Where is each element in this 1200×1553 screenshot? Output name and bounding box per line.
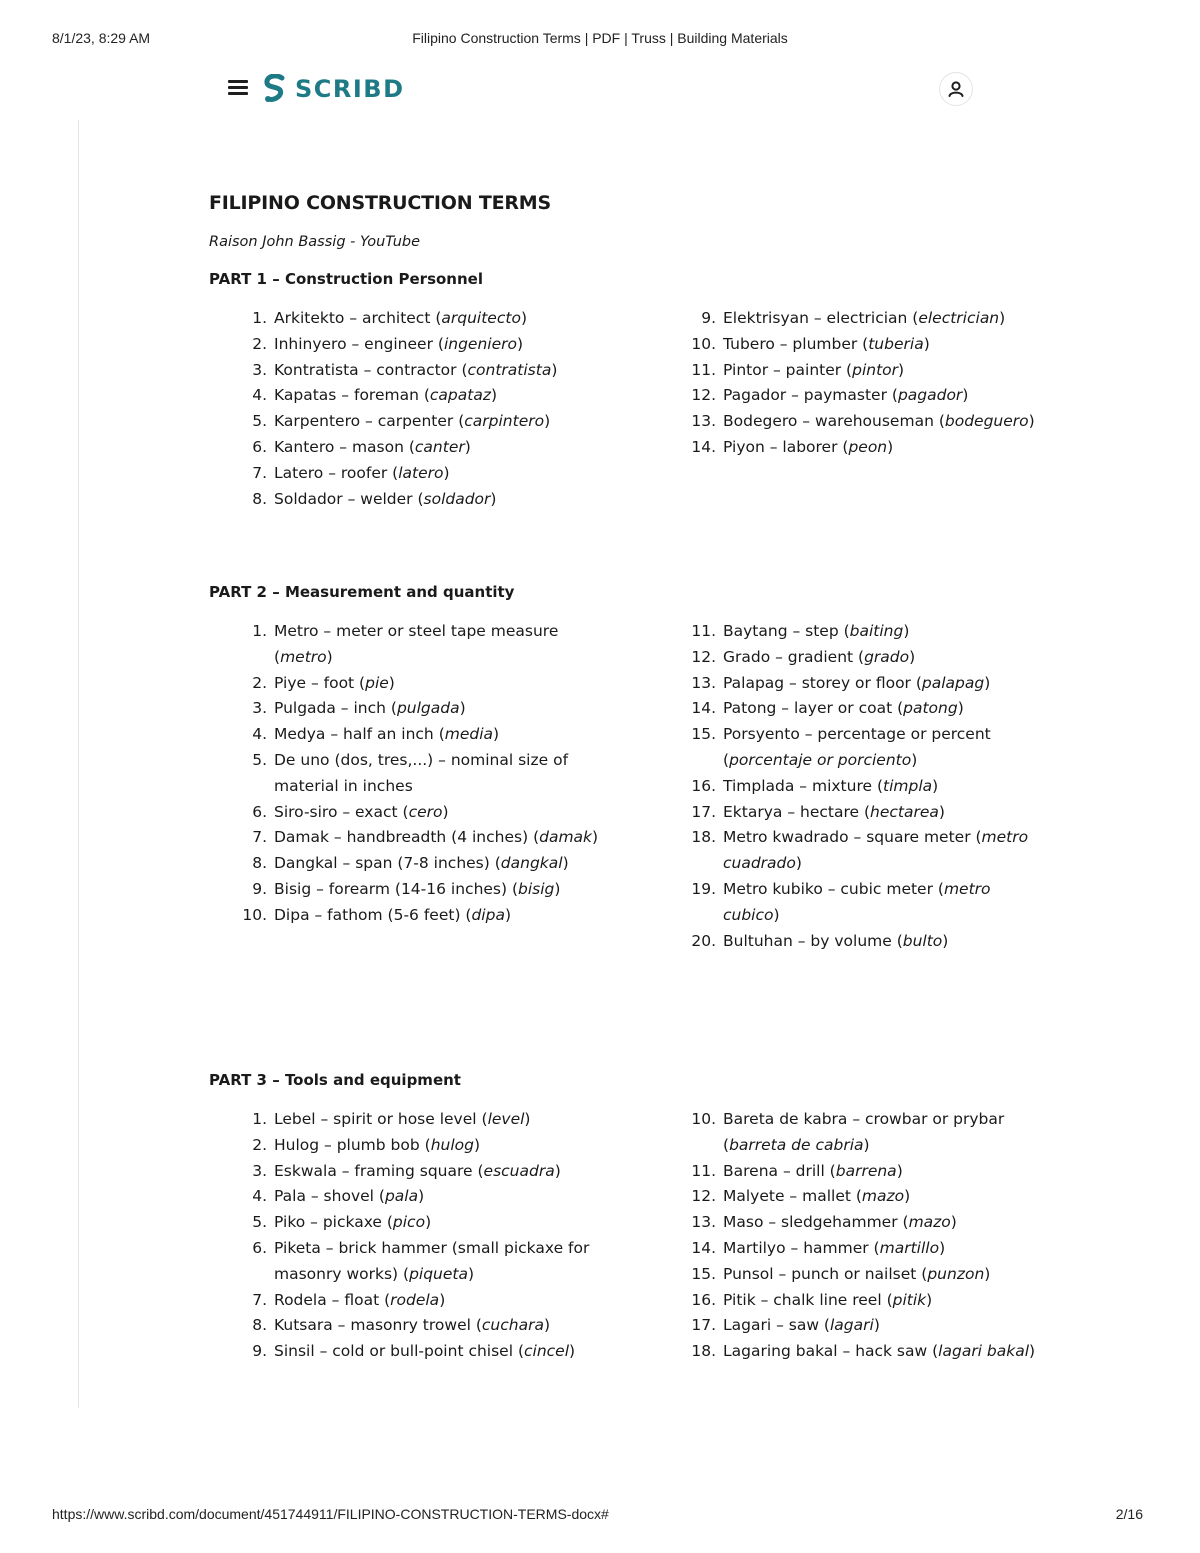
term-close: ) (425, 1213, 432, 1232)
term-origin: dangkal (500, 854, 563, 873)
term-text: Damak – handbreadth (4 inches) ( (274, 828, 540, 847)
term-number: 5. (252, 750, 267, 769)
term-text: Pulgada – inch ( (274, 699, 397, 718)
term-number: 11. (691, 1161, 716, 1180)
term-text: Metro kubiko – cubic meter ( (723, 879, 944, 898)
term-text: Arkitekto – architect ( (274, 309, 442, 327)
term-origin: pie (365, 673, 389, 692)
term-item (688, 306, 1048, 332)
term-item (239, 1184, 599, 1210)
term-text: Barena – drill ( (723, 1161, 836, 1180)
term-number: 10. (691, 1110, 716, 1128)
term-close: ) (516, 334, 524, 353)
term-item (239, 877, 599, 903)
term-close: ) (562, 854, 569, 873)
term-number: 6. (252, 802, 267, 821)
term-close: ) (932, 776, 939, 795)
term-close: ) (773, 905, 780, 924)
term-origin: pala (384, 1187, 419, 1206)
term-item (239, 851, 599, 877)
term-origin: punzon (927, 1264, 985, 1283)
term-number: 4. (252, 725, 267, 744)
term-close: ) (493, 725, 500, 744)
part-1-list (209, 306, 1109, 581)
term-origin: soldador (423, 489, 491, 508)
part-1-heading: PART 1 – Construction Personnel (209, 270, 483, 288)
term-close: ) (909, 647, 916, 666)
term-item (239, 332, 599, 358)
term-origin: timpla (883, 776, 933, 795)
term-origin: arquitecto (441, 309, 521, 327)
term-close: ) (443, 463, 450, 482)
term-text: Karpentero – carpenter ( (274, 412, 465, 431)
term-close: ) (887, 437, 894, 456)
term-item (239, 409, 599, 435)
document-author: Raison John Bassig - YouTube (209, 234, 421, 250)
term-text: De uno (dos, tres,...) – nominal size of material in inches (274, 750, 569, 795)
term-number: 8. (252, 489, 267, 508)
term-item (688, 1184, 1048, 1210)
term-origin: pagador (897, 386, 963, 405)
term-text: Metro kwadrado – square meter ( (723, 828, 982, 847)
hamburger-menu-icon[interactable] (228, 80, 248, 98)
term-origin: peon (848, 437, 888, 456)
term-origin: damak (539, 828, 593, 847)
term-text: Kontratista – contractor ( (274, 360, 468, 379)
term-close: ) (442, 802, 449, 821)
term-text: Lebel – spirit or hose level ( (274, 1110, 488, 1128)
term-origin: hectarea (870, 802, 939, 821)
term-item (688, 696, 1048, 722)
term-close: ) (524, 1110, 531, 1128)
term-text: Metro – meter or steel tape measure ( (274, 622, 559, 666)
term-origin: cuchara (481, 1316, 544, 1335)
term-number: 8. (252, 854, 267, 873)
term-origin: metro cuadrado (723, 828, 1029, 873)
term-text: Pintor – painter ( (723, 360, 853, 379)
term-item (239, 1133, 599, 1159)
term-text: Piyon – laborer ( (723, 437, 849, 456)
term-text: Kantero – mason ( (274, 437, 415, 456)
term-item (688, 619, 1048, 645)
term-origin: cincel (524, 1342, 570, 1361)
term-close: ) (926, 1290, 933, 1309)
term-text: Lagaring bakal – hack saw ( (723, 1342, 939, 1361)
term-number: 2. (252, 673, 267, 692)
term-close: ) (543, 1316, 551, 1335)
term-origin: level (487, 1110, 525, 1128)
part-1-left-column (239, 306, 599, 512)
term-close: ) (439, 1290, 446, 1309)
term-number: 7. (252, 463, 267, 482)
term-text: Punsol – punch or nailset ( (723, 1264, 928, 1283)
term-origin: bulto (902, 931, 943, 950)
term-origin: palapag (921, 673, 985, 692)
term-number: 15. (691, 725, 716, 744)
print-page-indicator: 2/16 (1115, 1506, 1143, 1522)
part-3-heading: PART 3 – Tools and equipment (209, 1071, 461, 1089)
term-text: Maso – sledgehammer ( (723, 1213, 909, 1232)
term-close: ) (592, 828, 599, 847)
term-close: ) (504, 905, 512, 924)
term-item (239, 722, 599, 748)
term-text: Baytang – step ( (723, 622, 850, 640)
term-origin: hulog (430, 1135, 474, 1154)
term-close: ) (1029, 1342, 1036, 1361)
term-item (688, 1339, 1048, 1365)
user-account-button[interactable] (939, 72, 973, 106)
term-text: Malyete – mallet ( (723, 1187, 862, 1206)
term-origin: pico (392, 1213, 426, 1232)
term-close: ) (904, 1187, 911, 1206)
term-origin: contratista (467, 360, 552, 379)
term-origin: latero (398, 463, 444, 482)
term-close: ) (923, 334, 930, 353)
term-item (688, 1262, 1048, 1288)
term-close: ) (999, 309, 1006, 327)
term-item (688, 671, 1048, 697)
term-text: Piko – pickaxe ( (274, 1213, 393, 1232)
term-item (688, 800, 1048, 826)
term-number: 11. (691, 360, 716, 379)
term-text: Bisig – forearm (14-16 inches) ( (274, 879, 519, 898)
term-text: Grado – gradient ( (723, 647, 865, 666)
term-close: ) (459, 699, 466, 718)
term-number: 7. (252, 828, 267, 847)
term-item (239, 487, 599, 513)
term-origin: mazo (908, 1213, 951, 1232)
term-text: Siro-siro – exact ( (274, 802, 409, 821)
term-text: Sinsil – cold or bull-point chisel ( (274, 1342, 524, 1361)
term-number: 18. (691, 1342, 716, 1361)
term-number: 1. (252, 309, 267, 327)
term-item (239, 1313, 599, 1339)
term-close: ) (911, 750, 918, 769)
term-text: Hulog – plumb bob ( (274, 1135, 431, 1154)
term-text: Bodegero – warehouseman ( (723, 412, 945, 431)
term-close: ) (863, 1135, 870, 1154)
term-text: Pagador – paymaster ( (723, 386, 898, 405)
term-item (239, 1210, 599, 1236)
term-number: 16. (691, 1290, 716, 1309)
term-number: 9. (252, 879, 267, 898)
term-text: Rodela – float ( (274, 1290, 391, 1309)
part-3-list (209, 1107, 1109, 1367)
term-close: ) (326, 647, 333, 666)
term-item (688, 1159, 1048, 1185)
term-origin: grado (864, 647, 910, 666)
term-item (688, 383, 1048, 409)
term-text: Tubero – plumber ( (723, 334, 869, 353)
part-2-left-column (239, 619, 599, 929)
term-close: ) (939, 1238, 946, 1257)
term-text: Inhinyero – engineer ( (274, 334, 444, 353)
term-number: 8. (252, 1316, 267, 1335)
term-origin: metro (280, 647, 327, 666)
term-item (688, 1236, 1048, 1262)
term-origin: cero (408, 802, 443, 821)
term-close: ) (962, 386, 969, 405)
term-item (239, 461, 599, 487)
term-number: 14. (691, 437, 716, 456)
term-item (688, 332, 1048, 358)
term-item (239, 619, 599, 671)
term-text: Dangkal – span (7-8 inches) ( (274, 854, 501, 873)
term-close: ) (490, 489, 497, 508)
term-origin: pintor (852, 360, 899, 379)
part-2-heading: PART 2 – Measurement and quantity (209, 583, 515, 601)
term-origin: martillo (879, 1238, 940, 1257)
term-text: Bultuhan – by volume ( (723, 931, 903, 950)
term-text: Kutsara – masonry trowel ( (274, 1316, 482, 1335)
term-close: ) (795, 854, 802, 873)
term-item (688, 645, 1048, 671)
term-number: 3. (252, 1161, 267, 1180)
term-item (239, 825, 599, 851)
term-number: 1. (252, 1110, 267, 1128)
term-text: Elektrisyan – electrician ( (723, 309, 919, 327)
term-text: Patong – layer or coat ( (723, 699, 904, 718)
term-text: Eskwala – framing square ( (274, 1161, 484, 1180)
part-3-right-column (688, 1107, 1048, 1365)
term-item (239, 358, 599, 384)
term-number: 2. (252, 334, 267, 353)
term-number: 7. (252, 1290, 267, 1309)
term-origin: pitik (892, 1290, 927, 1309)
term-origin: pulgada (396, 699, 460, 718)
term-origin: dipa (471, 905, 505, 924)
user-account-icon (947, 80, 965, 98)
term-number: 3. (252, 699, 267, 718)
term-origin: escuadra (483, 1161, 555, 1180)
term-item (239, 1288, 599, 1314)
document-page-edge (78, 120, 79, 1408)
part-1-right-column (688, 306, 1048, 461)
term-text: Timplada – mixture ( (723, 776, 884, 795)
term-text: Ektarya – hectare ( (723, 802, 870, 821)
term-item (688, 722, 1048, 774)
term-close: ) (950, 1213, 957, 1232)
term-number: 14. (691, 699, 716, 718)
term-number: 15. (691, 1264, 716, 1283)
term-item (688, 1210, 1048, 1236)
term-origin: bisig (518, 879, 555, 898)
part-3-left-column (239, 1107, 599, 1365)
document-page (209, 188, 1109, 1367)
term-origin: ingeniero (443, 334, 517, 353)
term-number: 13. (691, 412, 716, 431)
term-close: ) (898, 360, 905, 379)
term-text: Piketa – brick hammer (small pickaxe for masonry works) ( (274, 1238, 590, 1283)
scribd-logo-icon (263, 74, 287, 104)
term-number: 16. (691, 776, 716, 795)
term-number: 18. (691, 828, 716, 847)
term-origin: barrena (835, 1161, 897, 1180)
term-item (239, 671, 599, 697)
term-item (239, 800, 599, 826)
term-number: 17. (691, 1316, 716, 1335)
term-origin: barreta de cabria (729, 1135, 864, 1154)
term-close: ) (903, 622, 910, 640)
term-item (239, 903, 599, 929)
term-number: 17. (691, 802, 716, 821)
term-origin: capataz (429, 386, 491, 405)
term-origin: lagari (829, 1316, 874, 1335)
term-close: ) (942, 931, 949, 950)
term-origin: canter (414, 437, 465, 456)
term-number: 9. (252, 1342, 267, 1361)
term-item (688, 435, 1048, 461)
term-number: 9. (701, 309, 716, 327)
part-2-right-column (688, 619, 1048, 954)
term-text: Dipa – fathom (5-6 feet) ( (274, 905, 472, 924)
term-item (688, 409, 1048, 435)
term-number: 13. (691, 673, 716, 692)
term-close: ) (473, 1135, 481, 1154)
term-item (239, 1236, 599, 1288)
term-close: ) (388, 673, 395, 692)
term-origin: lagari bakal (938, 1342, 1030, 1361)
term-item (239, 1339, 599, 1365)
term-origin: patong (903, 699, 958, 718)
term-text: Kapatas – foreman ( (274, 386, 430, 405)
term-close: ) (544, 412, 551, 431)
scribd-topbar (0, 68, 1200, 112)
term-text: Soldador – welder ( (274, 489, 424, 508)
term-number: 19. (691, 879, 716, 898)
term-number: 11. (691, 622, 716, 640)
term-number: 13. (691, 1213, 716, 1232)
term-close: ) (490, 386, 498, 405)
term-number: 6. (252, 437, 267, 456)
term-item (688, 358, 1048, 384)
term-number: 20. (691, 931, 716, 950)
term-text: Porsyento – percentage or percent ( (723, 725, 991, 769)
term-close: ) (569, 1342, 576, 1361)
term-number: 2. (252, 1135, 267, 1154)
term-origin: bodeguero (944, 412, 1029, 431)
term-item (239, 306, 599, 332)
print-page-title: Filipino Construction Terms | PDF | Truss | Building Materials (412, 30, 788, 46)
term-number: 1. (252, 622, 267, 640)
term-text: Pala – shovel ( (274, 1187, 385, 1206)
term-origin: porcentaje or porciento (729, 750, 912, 769)
print-header (52, 30, 1148, 48)
term-text: Medya – half an inch ( (274, 725, 445, 744)
term-close: ) (984, 673, 991, 692)
term-close: ) (1028, 412, 1035, 431)
term-origin: mazo (861, 1187, 905, 1206)
scribd-wordmark: SCRIBD (295, 75, 405, 103)
term-item (239, 383, 599, 409)
term-item (688, 1107, 1048, 1159)
term-item (688, 825, 1048, 877)
term-close: ) (520, 309, 527, 327)
term-close: ) (554, 879, 561, 898)
term-close: ) (554, 1161, 561, 1180)
term-number: 12. (691, 386, 716, 405)
part-2-list (209, 619, 1109, 1069)
term-item (688, 1313, 1048, 1339)
term-number: 5. (252, 1213, 267, 1232)
term-origin: baiting (849, 622, 904, 640)
term-origin: media (444, 725, 494, 744)
term-origin: electrician (918, 309, 1000, 327)
term-text: Latero – roofer ( (274, 463, 399, 482)
term-item (239, 1159, 599, 1185)
term-item (239, 435, 599, 461)
term-number: 12. (691, 647, 716, 666)
term-text: Martilyo – hammer ( (723, 1238, 880, 1257)
term-number: 14. (691, 1238, 716, 1257)
term-origin: tuberia (868, 334, 924, 353)
term-item (239, 1107, 599, 1133)
term-number: 10. (691, 334, 716, 353)
term-text: Pitik – chalk line reel ( (723, 1290, 893, 1309)
term-close: ) (467, 1264, 475, 1283)
term-item (239, 696, 599, 722)
term-item (688, 877, 1048, 929)
term-close: ) (957, 699, 964, 718)
term-text: Lagari – saw ( (723, 1316, 830, 1335)
term-origin: piqueta (409, 1264, 468, 1283)
term-close: ) (896, 1161, 903, 1180)
term-origin: carpintero (464, 412, 545, 431)
term-close: ) (873, 1316, 880, 1335)
term-number: 10. (242, 905, 267, 924)
term-item (688, 1288, 1048, 1314)
print-footer (52, 1506, 1148, 1524)
term-text: Piye – foot ( (274, 673, 366, 692)
term-number: 3. (252, 360, 267, 379)
term-number: 4. (252, 386, 267, 405)
term-text: Bareta de kabra – crowbar or prybar ( (723, 1110, 1005, 1154)
term-close: ) (464, 437, 471, 456)
term-origin: metro cubico (723, 879, 991, 924)
term-number: 12. (691, 1187, 716, 1206)
term-item (239, 748, 599, 800)
term-close: ) (938, 802, 945, 821)
term-close: ) (984, 1264, 991, 1283)
term-close: ) (418, 1187, 425, 1206)
document-title: FILIPINO CONSTRUCTION TERMS (209, 192, 551, 214)
term-item (688, 929, 1048, 955)
term-close: ) (551, 360, 558, 379)
term-number: 6. (252, 1238, 267, 1257)
scribd-logo[interactable] (263, 73, 405, 105)
print-datetime: 8/1/23, 8:29 AM (52, 30, 151, 46)
term-item (688, 774, 1048, 800)
term-number: 4. (252, 1187, 267, 1206)
term-text: Palapag – storey or floor ( (723, 673, 922, 692)
term-origin: rodela (390, 1290, 440, 1309)
term-number: 5. (252, 412, 267, 431)
print-url: https://www.scribd.com/document/451744911/FILIPINO-CONSTRUCTION-TERMS-docx# (52, 1506, 609, 1522)
